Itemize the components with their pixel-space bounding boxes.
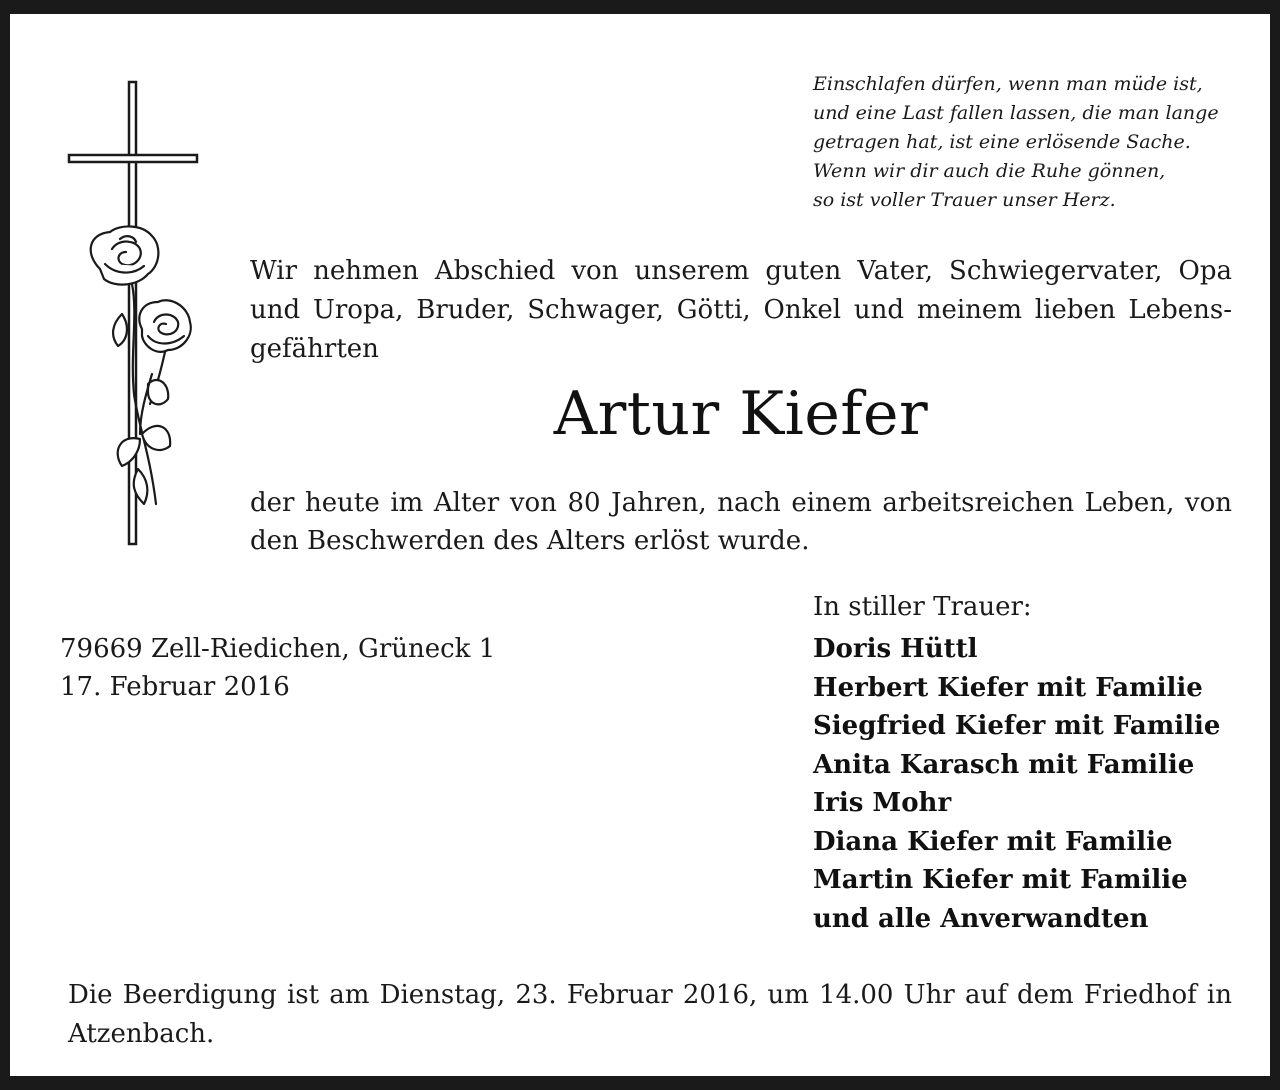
date-line: 17. Februar 2016	[60, 672, 290, 702]
funeral-line: Atzenbach.	[68, 1019, 215, 1049]
motto-line: Einschlafen dürfen, wenn man müde ist,	[813, 73, 1203, 95]
mourner-name: Anita Karasch mit Familie	[813, 749, 1195, 780]
funeral-notice	[68, 976, 1232, 1054]
mourner-name: und alle Anverwandten	[813, 903, 1149, 934]
motto-line: Wenn wir dir auch die Ruhe gönnen,	[813, 160, 1166, 182]
cross-with-roses-icon	[60, 74, 210, 554]
mourning-heading: In stiller Trauer:	[813, 592, 1032, 622]
intro-line: Wir nehmen Abschied von unserem guten Vater, Schwiegervater, Opa	[250, 256, 1232, 286]
address-block	[60, 630, 495, 706]
mourner-name: Herbert Kiefer mit Familie	[813, 672, 1203, 703]
mourner-name: Iris Mohr	[813, 788, 952, 818]
mourners-list	[813, 630, 1220, 938]
mourner-name: Martin Kiefer mit Familie	[813, 865, 1188, 895]
intro-text	[250, 252, 1232, 369]
death-message	[250, 484, 1232, 560]
intro-line: und Uropa, Bruder, Schwager, Götti, Onkel und meinem lieben Lebens-	[250, 295, 1232, 325]
motto-line: so ist voller Trauer unser Herz.	[813, 189, 1116, 211]
intro-line: gefährten	[250, 334, 379, 364]
mourner-name: Doris Hüttl	[813, 634, 978, 664]
motto-verse	[813, 70, 1253, 215]
mourner-name: Diana Kiefer mit Familie	[813, 826, 1173, 857]
mourner-name: Siegfried Kiefer mit Familie	[813, 711, 1221, 741]
deceased-name: Artur Kiefer	[553, 379, 929, 449]
address-line: 79669 Zell-Riedichen, Grüneck 1	[60, 634, 496, 664]
message-line: der heute im Alter von 80 Jahren, nach einem arbeitsreichen Leben, von	[250, 488, 1232, 518]
motto-line: und eine Last fallen lassen, die man lange	[813, 102, 1219, 124]
message-line: den Beschwerden des Alters erlöst wurde.	[250, 526, 810, 556]
motto-line: getragen hat, ist eine erlösende Sache.	[813, 131, 1191, 153]
funeral-line: Die Beerdigung ist am Dienstag, 23. Februar 2016, um 14.00 Uhr auf dem Friedhof in	[68, 980, 1232, 1010]
